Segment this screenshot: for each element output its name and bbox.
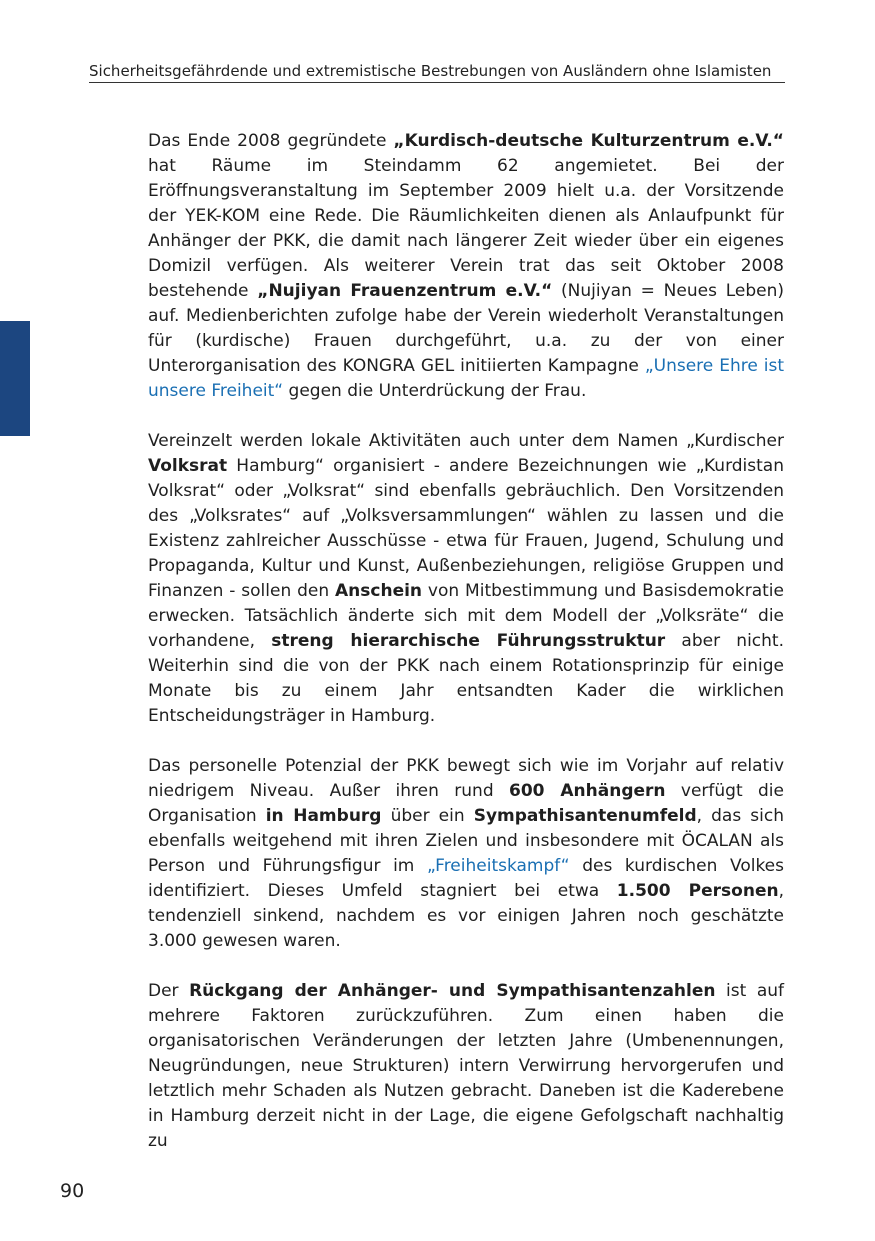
bold-fuehrungsstruktur: streng hierarchische Führungsstruktur bbox=[271, 631, 666, 651]
page-number: 90 bbox=[60, 1180, 85, 1202]
paragraph-rueckgang: Der Rückgang der Anhänger- und Sympathisantenzahlen ist auf mehrere Faktoren zurückzuführen. Zum einen haben die organisatorischen Veränderungen der letzten Jahre (Umbenennungen, Neugründungen, neue Strukturen) intern Verwirrung hervorgerufen und letztlich mehr Schaden als Nutzen gebracht. Daneben ist die Kaderebene in Hamburg derzeit nicht in der Lage, die eigene Gefolgschaft nachhaltig zu bbox=[148, 981, 785, 1151]
running-header: Sicherheitsgefährdende und extremistische Bestrebungen von Ausländern ohne Islamisten bbox=[89, 62, 772, 80]
bold-kulturzentrum: „Kurdisch-deutsche Kulturzentrum e.V.“ bbox=[393, 131, 784, 151]
bold-anhaenger: 600 Anhängern bbox=[509, 781, 666, 801]
bold-in-hamburg: in Hamburg bbox=[265, 806, 382, 826]
paragraph-kulturzentrum: Das Ende 2008 gegründete „Kurdisch-deutsche Kulturzentrum e.V.“ hat Räume im Steindamm 62 angemietet. Bei der Eröffnungsveranstaltung im September 2009 hielt u.a. der Vorsitzende der YEK-KOM eine Rede. Die Räumlichkeiten dienen als Anlaufpunkt für Anhänger der PKK, die damit nach längerer Zeit wieder über ein eigenes Domizil verfügen. Als weiterer Verein trat das seit Oktober 2008 bestehende „Nujiyan Frauenzentrum e.V.“ (Nujiyan = Neues Leben) auf. Medienberichten zufolge habe der Verein wiederholt Veranstaltungen für (kurdische) Frauen durchgeführt, u.a. zu der von einer Unterorganisation des KONGRA GEL initiierten Kampagne „Unsere Ehre ist unsere Freiheit“ gegen die Unterdrückung der Frau. bbox=[148, 131, 784, 401]
bold-volksrat: Volksrat bbox=[148, 456, 228, 476]
paragraph-volksrat: Vereinzelt werden lokale Aktivitäten auch unter dem Namen „Kurdischer Volksrat Hamburg“ organisiert - andere Bezeichnungen wie „Kurdistan Volksrat“ oder „Volksrat“ sind ebenfalls gebräuchlich. Den Vorsitzenden des „Volksrates“ auf „Volksversammlungen“ wählen zu lassen und die Existenz zahlreicher Ausschüsse - etwa für Frauen, Jugend, Schulung und Propaganda, Kultur und Kunst, Außenbeziehungen, religiöse Gruppen und Finanzen - sollen den Anschein von Mitbestimmung und Basisdemokratie erwecken. Tatsächlich änderte sich mit dem Modell der „Volksräte“ die vorhandene, streng hierarchische Führungsstruktur aber nicht. Weiterhin sind die von der PKK nach einem Rotationsprinzip für einige Monate bis zu einem Jahr entsandten Kader die wirklichen Entscheidungsträger in Hamburg. bbox=[148, 431, 784, 726]
bold-anschein: Anschein bbox=[335, 581, 423, 601]
bold-frauenzentrum: „Nujiyan Frauenzentrum e.V.“ bbox=[257, 281, 553, 301]
header-divider bbox=[89, 82, 785, 83]
bold-sympathisantenumfeld: Sympathisantenumfeld bbox=[473, 806, 697, 826]
chapter-side-tab bbox=[0, 321, 30, 436]
link-kampagne[interactable]: „Unsere Ehre ist unsere Freiheit“ bbox=[148, 356, 784, 401]
paragraph-potenzial: Das personelle Potenzial der PKK bewegt sich wie im Vorjahr auf relativ niedrigem Niveau. Außer ihren rund 600 Anhängern verfügt die Organisation in Hamburg über ein Sympathisantenumfeld, das sich ebenfalls weitgehend mit ihren Zielen und insbesondere mit ÖCALAN als Person und Führungsfigur im „Freiheitskampf“ des kurdischen Volkes identifiziert. Dieses Umfeld stagniert bei etwa 1.500 Personen, tendenziell sinkend, nachdem es vor einigen Jahren noch geschätzte 3.000 gewesen waren. bbox=[148, 756, 784, 951]
body-text bbox=[148, 129, 784, 1179]
bold-personen: 1.500 Personen bbox=[616, 881, 779, 901]
link-freiheitskampf[interactable]: „Freiheitskampf“ bbox=[426, 856, 570, 876]
bold-rueckgang: Rückgang der Anhänger- und Sympathisantenzahlen bbox=[189, 981, 716, 1001]
